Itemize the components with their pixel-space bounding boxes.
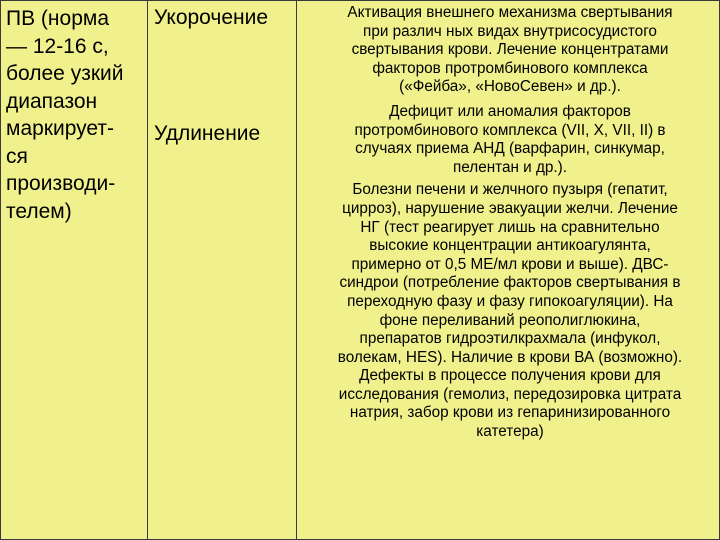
shortening-label: Укорочение xyxy=(154,6,269,29)
shortening-causes-text: Активация внешнего механизма свертывания при различ ных видах внутрисосудистого свертывания крови. Лечение концентратами факторов протромбинового комплекса («Фейба», «НовоСевен» и др.). xyxy=(347,4,673,96)
parameter-column xyxy=(1,1,148,539)
lengthening-causes-detail-text: Болезни печени и желчного пузыря (гепатит, цирроз), нарушение эвакуации желчи. Лечение НГ (тест реагирует лишь на сравнительно высокие концентрации антикоагулянта, примерно от 0,5 МЕ/мл крови и выше). ДВС- синдрои (потребление факторов свертывания в переходную фазу и фазу гипокоагуляции). На фоне переливаний реополиглюкина, препаратов гидроэтилкрахмала (инфукол, волекам, HES). Наличие в крови ВА (возможно). Дефекты в процессе получения крови для исследования (гемолиз, передозировка цитрата натрия, забор крови из гепаринизированного катетера) xyxy=(337,181,683,441)
change-column xyxy=(148,1,297,539)
lengthening-label: Удлинение xyxy=(154,122,261,145)
causes-column xyxy=(297,1,719,539)
lengthening-causes-text: Дефицит или аномалия факторов протромбинового комплекса (VII, X, VII, II) в случаях приема АНД (варфарин, синкумар, пелентан и др.). xyxy=(354,102,666,176)
pv-norm-text: ПВ (норма — 12-16 с, более узкий диапазон маркирует- ся производи- телем) xyxy=(6,7,124,223)
